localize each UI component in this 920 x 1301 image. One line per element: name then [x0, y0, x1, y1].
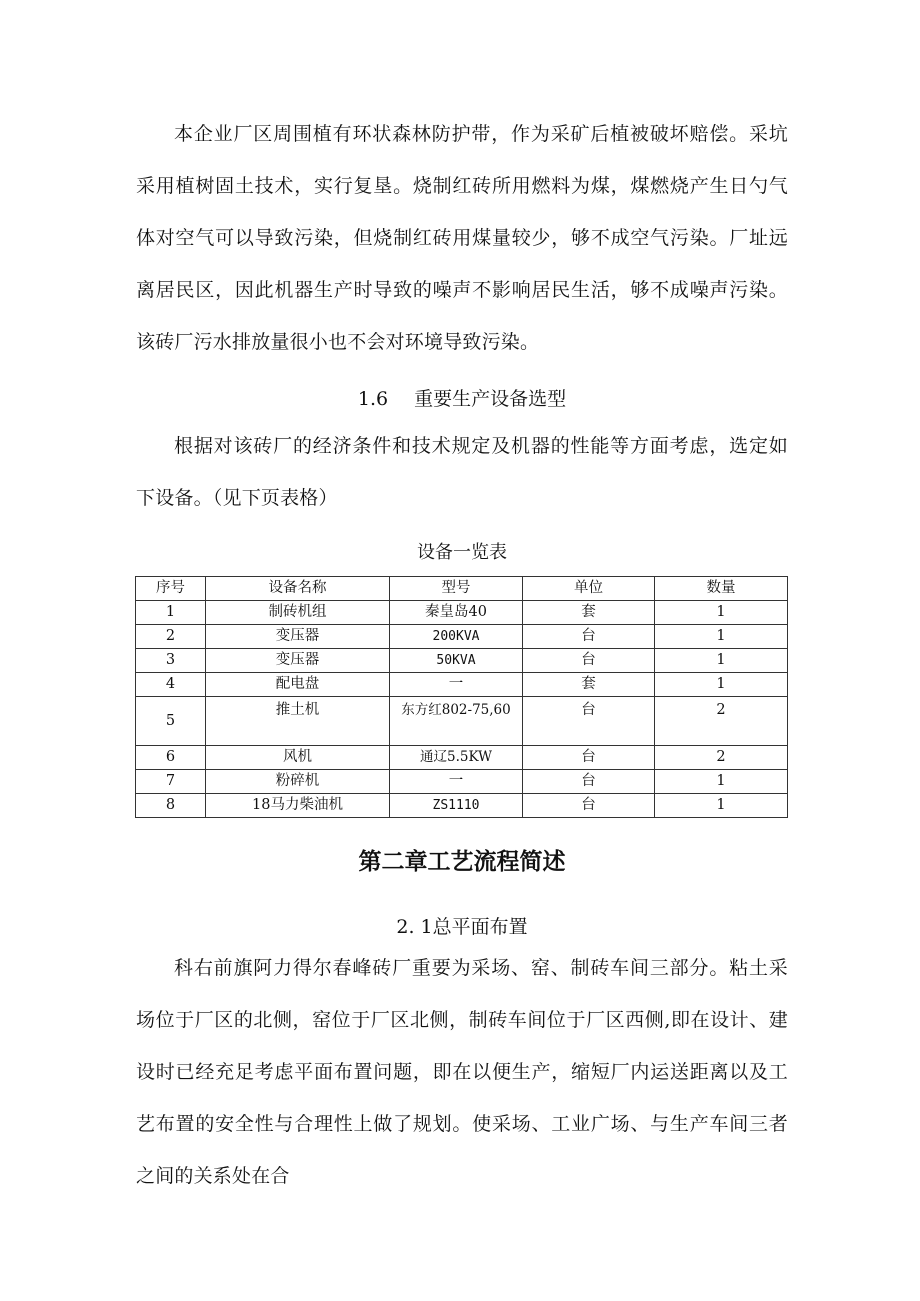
cell-index: 5 — [136, 697, 206, 746]
table-row — [136, 673, 788, 697]
cell-unit: 台 — [523, 746, 655, 770]
cell-unit: 台 — [523, 649, 655, 673]
cell-model: 一 — [390, 673, 523, 697]
cell-name: 推土机 — [206, 697, 390, 746]
equipment-table — [135, 576, 788, 818]
cell-unit: 套 — [523, 601, 655, 625]
cell-model: 秦皇岛40 — [390, 601, 523, 625]
cell-model: 东方红802-75,60 — [390, 697, 523, 746]
cell-index: 2 — [136, 625, 206, 649]
intro-paragraph: 本企业厂区周围植有环状森林防护带，作为采矿后植被破坏赔偿。采坑采用植树固土技术，实行复垦。烧制红砖所用燃料为煤，煤燃烧产生日勺气体对空气可以导致污染，但烧制红砖用煤量较少，够不成空气污染。厂址远离居民区，因此机器生产时导致的噪声不影响居民生活，够不成噪声污染。该砖厂污水排放量很小也不会对环境导致污染。 — [136, 123, 788, 353]
cell-name: 变压器 — [206, 625, 390, 649]
table-row — [136, 770, 788, 794]
cell-index: 7 — [136, 770, 206, 794]
section-1-6-paragraph: 根据对该砖厂的经济条件和技术规定及机器的性能等方面考虑，选定如下设备。（见下页表格） — [136, 435, 788, 509]
cell-unit: 台 — [523, 794, 655, 818]
cell-unit: 台 — [523, 697, 655, 746]
table-row — [136, 601, 788, 625]
cell-index: 3 — [136, 649, 206, 673]
table-title: 设备一览表 — [417, 542, 507, 563]
cell-unit: 台 — [523, 625, 655, 649]
cell-name: 粉碎机 — [206, 770, 390, 794]
cell-model: 200KVA — [390, 625, 523, 649]
section-2-1-paragraph: 科右前旗阿力得尔春峰砖厂重要为采场、窑、制砖车间三部分。粘土采场位于厂区的北侧，窑位于厂区北侧，制砖车间位于厂区西侧,即在设计、建设时已经充足考虑平面布置问题，即在以便生产，缩短厂内运送距离以及工艺布置的安全性与合理性上做了规划。使采场、工业广场、与生产车间三者之间的关系处在合 — [136, 957, 788, 1187]
cell-unit: 套 — [523, 673, 655, 697]
cell-index: 8 — [136, 794, 206, 818]
cell-name: 制砖机组 — [206, 601, 390, 625]
cell-quantity: 1 — [655, 649, 788, 673]
section-1-6-number: 1.6 — [357, 388, 389, 410]
header-cell-index: 序号 — [136, 577, 206, 601]
cell-unit: 台 — [523, 770, 655, 794]
cell-quantity: 2 — [655, 746, 788, 770]
table-row — [136, 625, 788, 649]
cell-quantity: 1 — [655, 673, 788, 697]
cell-name: 风机 — [206, 746, 390, 770]
cell-model: 一 — [390, 770, 523, 794]
table-row — [136, 746, 788, 770]
cell-model: 通辽5.5KW — [390, 746, 523, 770]
header-cell-unit: 单位 — [523, 577, 655, 601]
header-cell-model: 型号 — [390, 577, 523, 601]
header-cell-name: 设备名称 — [206, 577, 390, 601]
cell-index: 4 — [136, 673, 206, 697]
cell-quantity: 1 — [655, 794, 788, 818]
cell-quantity: 1 — [655, 601, 788, 625]
table-row — [136, 794, 788, 818]
table-row — [136, 649, 788, 673]
cell-name: 变压器 — [206, 649, 390, 673]
cell-model: ZS1110 — [390, 794, 523, 818]
cell-index: 1 — [136, 601, 206, 625]
cell-quantity: 1 — [655, 770, 788, 794]
table-row — [136, 697, 788, 746]
section-1-6-title: 重要生产设备选型 — [414, 388, 567, 410]
cell-model: 50KVA — [390, 649, 523, 673]
header-cell-quantity: 数量 — [655, 577, 788, 601]
cell-quantity: 2 — [655, 697, 788, 746]
section-2-1-heading: 2. 1总平面布置 — [396, 916, 528, 938]
table-header-row — [136, 577, 788, 601]
section-1-6-heading — [136, 384, 788, 411]
chapter-2-title: 第二章工艺流程简述 — [358, 849, 566, 875]
cell-index: 6 — [136, 746, 206, 770]
cell-name: 18马力柴油机 — [206, 794, 390, 818]
cell-name: 配电盘 — [206, 673, 390, 697]
cell-quantity: 1 — [655, 625, 788, 649]
